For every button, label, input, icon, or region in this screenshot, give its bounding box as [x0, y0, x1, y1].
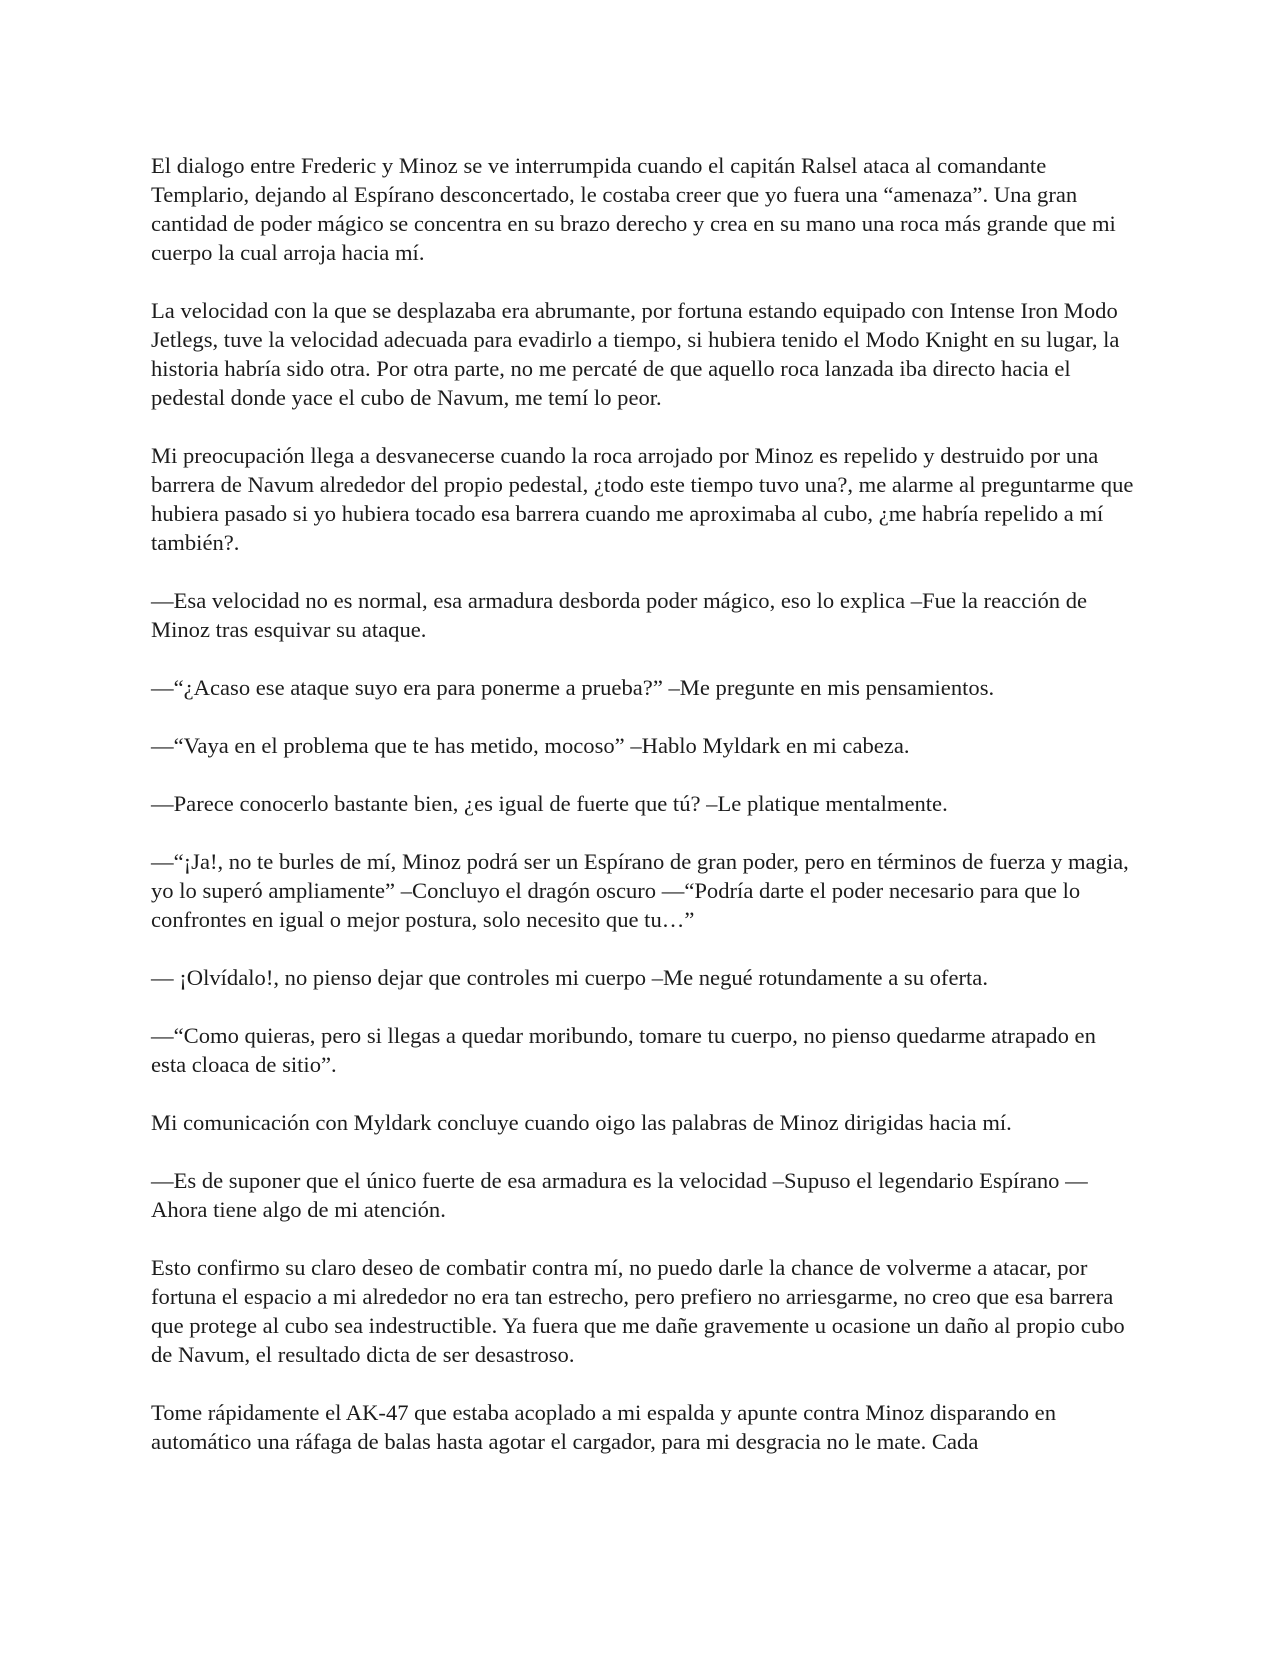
- paragraph: El dialogo entre Frederic y Minoz se ve interrumpida cuando el capitán Ralsel ataca al comandante Templario, dejando al Espírano desconcertado, le costaba creer que yo fuera una “amenaza”. Una gran cantidad de poder mágico se concentra en su brazo derecho y crea en su mano una roca más grande que mi cuerpo la cual arroja hacia mí.: [151, 153, 1116, 265]
- dialogue-paragraph: —“¡Ja!, no te burles de mí, Minoz podrá ser un Espírano de gran poder, pero en términos de fuerza y magia, yo lo superó ampliamente” –Concluyo el dragón oscuro —“Podría darte el poder necesario para que lo confrontes en igual o mejor postura, solo necesito que tu…”: [151, 849, 1129, 932]
- dialogue-paragraph: —Parece conocerlo bastante bien, ¿es igual de fuerte que tú? –Le platique mentalmente.: [151, 791, 948, 816]
- dialogue-paragraph: — ¡Olvídalo!, no pienso dejar que controles mi cuerpo –Me negué rotundamente a su oferta.: [151, 965, 988, 990]
- paragraph: Mi comunicación con Myldark concluye cuando oigo las palabras de Minoz dirigidas hacia mí.: [151, 1110, 1012, 1135]
- paragraph: Tome rápidamente el AK-47 que estaba acoplado a mi espalda y apunte contra Minoz disparando en automático una ráfaga de balas hasta agotar el cargador, para mi desgracia no le mate. Cada: [151, 1400, 1056, 1454]
- document-body: [151, 151, 1136, 1485]
- paragraph: Esto confirmo su claro deseo de combatir contra mí, no puedo darle la chance de volverme a atacar, por fortuna el espacio a mi alrededor no era tan estrecho, pero prefiero no arriesgarme, no creo que esa barrera que protege al cubo sea indestructible. Ya fuera que me dañe gravemente u ocasione un daño al propio cubo de Navum, el resultado dicta de ser desastroso.: [151, 1255, 1125, 1367]
- dialogue-paragraph: —Es de suponer que el único fuerte de esa armadura es la velocidad –Supuso el legendario Espírano —Ahora tiene algo de mi atención.: [151, 1168, 1088, 1222]
- paragraph: La velocidad con la que se desplazaba era abrumante, por fortuna estando equipado con Intense Iron Modo Jetlegs, tuve la velocidad adecuada para evadirlo a tiempo, si hubiera tenido el Modo Knight en su lugar, la historia habría sido otra. Por otra parte, no me percaté de que aquello roca lanzada iba directo hacia el pedestal donde yace el cubo de Navum, me temí lo peor.: [151, 298, 1120, 410]
- dialogue-paragraph: —“Como quieras, pero si llegas a quedar moribundo, tomare tu cuerpo, no pienso quedarme atrapado en esta cloaca de sitio”.: [151, 1023, 1096, 1077]
- dialogue-paragraph: —Esa velocidad no es normal, esa armadura desborda poder mágico, eso lo explica –Fue la reacción de Minoz tras esquivar su ataque.: [151, 588, 1088, 642]
- dialogue-paragraph: —“Vaya en el problema que te has metido, mocoso” –Hablo Myldark en mi cabeza.: [151, 733, 910, 758]
- dialogue-paragraph: —“¿Acaso ese ataque suyo era para ponerme a prueba?” –Me pregunte en mis pensamientos.: [151, 675, 995, 700]
- paragraph: Mi preocupación llega a desvanecerse cuando la roca arrojado por Minoz es repelido y destruido por una barrera de Navum alrededor del propio pedestal, ¿todo este tiempo tuvo una?, me alarme al preguntarme que hubiera pasado si yo hubiera tocado esa barrera cuando me aproximaba al cubo, ¿me habría repelido a mí también?.: [151, 443, 1134, 555]
